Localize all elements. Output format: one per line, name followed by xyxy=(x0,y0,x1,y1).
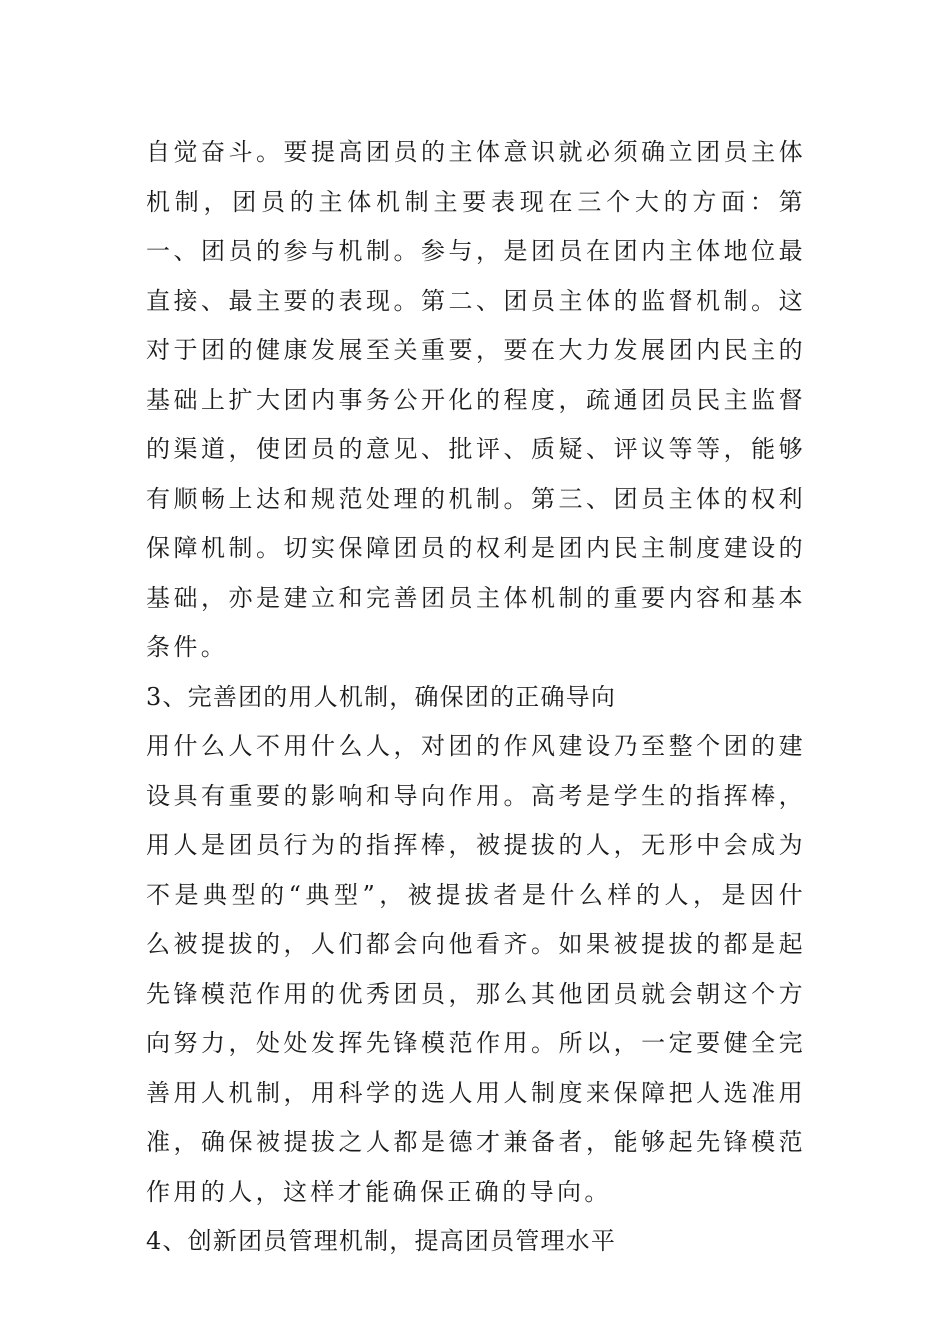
section-heading-4: 4、创新团员管理机制，提高团员管理水平 xyxy=(146,1227,617,1255)
paragraph-employment-mechanism: 用什么人不用什么人，对团的作风建设乃至整个团的建设具有重要的影响和导向作用。高考是学生的指挥棒，用人是团员行为的指挥棒，被提拔的人，无形中会成为不是典型的“典型”，被提拔者是什么样的人，是因什么被提拔的，人们都会向他看齐。如果被提拔的都是起先锋模范作用的优秀团员，那么其他团员就会朝这个方向努力，处处发挥先锋模范作用。所以，一定要健全完善用人机制，用科学的选人用人制度来保障把人选准用准，确保被提拔之人都是德才兼备者，能够起先锋模范作用的人，这样才能确保正确的导向。 xyxy=(146,732,806,1206)
document-body xyxy=(146,128,806,1267)
paragraph-member-subject-mechanism: 自觉奋斗。要提高团员的主体意识就必须确立团员主体机制，团员的主体机制主要表现在三个大的方面：第一、团员的参与机制。参与，是团员在团内主体地位最直接、最主要的表现。第二、团员主体的监督机制。这对于团的健康发展至关重要，要在大力发展团内民主的基础上扩大团内事务公开化的程度，疏通团员民主监督的渠道，使团员的意见、批评、质疑、评议等等，能够有顺畅上达和规范处理的机制。第三、团员主体的权利保障机制。切实保障团员的权利是团内民主制度建设的基础，亦是建立和完善团员主体机制的重要内容和基本条件。 xyxy=(146,138,806,661)
section-heading-3: 3、完善团的用人机制，确保团的正确导向 xyxy=(146,682,617,711)
